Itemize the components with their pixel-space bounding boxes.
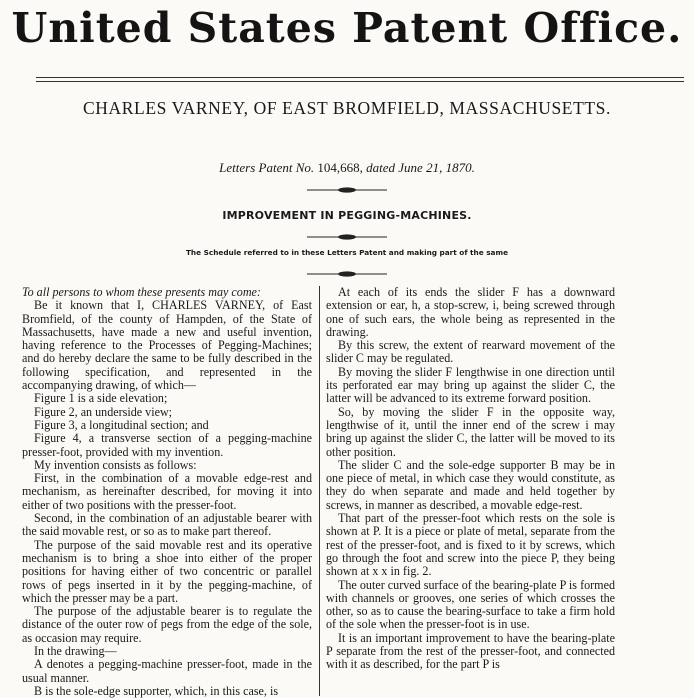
paragraph: A denotes a pegging-machine presser-foot, made in the usual manner. (22, 657, 312, 685)
paragraph: First, in the combination of a movable edge-rest and mechanism, as hereinafter described, for moving it into either of two positions with the presser-foot. (22, 471, 312, 512)
invention-title: IMPROVEMENT IN PEGGING-MACHINES. (222, 209, 472, 222)
paragraph: In the drawing— (34, 644, 117, 659)
letters-patent-number: 104,668, (317, 160, 363, 175)
column-divider (319, 286, 320, 696)
paragraph: The purpose of the adjustable bearer is to regulate the distance of the outer row of pegs from the edge of the sole, as occasion may require. (22, 604, 312, 645)
paragraph: Be it known that I, CHARLES VARNEY, of East Bromfield, of the county of Hampden, of the State of Massachusetts, have made a new and useful invention, having reference to the Processes of Pegging-Machines; and do hereby declare the same to be fully described in the following specification, and represented in the accompanying drawing, of which— (22, 298, 312, 393)
figure-item: Figure 2, an underside view; (34, 404, 173, 419)
left-column (22, 286, 312, 698)
header-rule-bottom (36, 81, 684, 82)
paragraph: That part of the presser-foot which rests on the sole is shown at P. It is a piece or plate of metal, separate from the rest of the presser-foot, and is fixed to it by screws, which go through the foot and screw into the piece P, they being shown at x x in fig. 2. (326, 511, 615, 579)
figure-item: Figure 4, a transverse section of a pegging-machine presser-foot, provided with my invention. (22, 431, 312, 459)
paragraph: At each of its ends the slider F has a downward extension or ear, h, a stop-screw, i, being screwed through one of such ears, the whole being as represented in the drawing. (326, 285, 615, 339)
letters-patent-prefix: Letters Patent No. (219, 160, 315, 175)
paragraph: The slider C and the sole-edge supporter B may be in one piece of metal, in which case they would constitute, as they do when separate and made and held together by screws, in manner as described, a movable edge-rest. (326, 457, 615, 512)
paragraph: It is an important improvement to have the bearing-plate P separate from the rest of the presser-foot, and connected with it as described, for the part P is (326, 630, 615, 672)
salutation: To all persons to whom these presents may come: (22, 285, 261, 299)
ornament-divider-1 (307, 186, 387, 194)
letters-patent-dated-label: dated (366, 160, 396, 175)
letters-patent-line (0, 160, 694, 176)
paragraph: The outer curved surface of the bearing-plate P is formed with channels or grooves, one series of which crosses the other, so as to cause the bearing-surface to take a firm hold of the sole when the presser-foot is in use. (326, 577, 615, 632)
ornament-divider-3 (307, 270, 387, 278)
header-rule-top (36, 77, 684, 78)
paragraph: By this screw, the extent of rearward movement of the slider C may be regulated. (326, 338, 615, 366)
paragraph: The purpose of the said movable rest and its operative mechanism is to bring a shoe into either of the proper positions for having either of two concentric or parallel rows of pegs inserted in it by the pegging-machine, of which the presser may be a part. (22, 537, 312, 605)
letters-patent-date: June 21, 1870. (398, 160, 475, 175)
paragraph: Second, in the combination of an adjustable bearer with the said movable rest, or so as to make part thereof. (22, 511, 312, 539)
ornament-divider-2 (307, 233, 387, 241)
paragraph: So, by moving the slider F in the opposite way, lengthwise of it, until the inner end of the screw i may bring up against the slider C, the latter will be moved to its other position. (326, 404, 615, 459)
paragraph: By moving the slider F lengthwise in one direction until its perforated ear may bring up against the slider C, the latter will be advanced to its extreme forward position. (326, 364, 615, 406)
patentee-line: CHARLES VARNEY, OF EAST BROMFIELD, MASSACHUSETTS. (83, 98, 611, 118)
figure-item: Figure 1 is a side elevation; (34, 391, 168, 406)
right-column (326, 286, 615, 672)
office-title: United States Patent Office. (11, 4, 683, 52)
figure-item: Figure 3, a longitudinal section; and (34, 417, 209, 432)
schedule-line: The Schedule referred to in these Letters Patent and making part of the same (185, 248, 509, 257)
paragraph: My invention consists as follows: (34, 457, 197, 472)
paragraph: B is the sole-edge supporter, which, in this case, is (34, 683, 279, 698)
